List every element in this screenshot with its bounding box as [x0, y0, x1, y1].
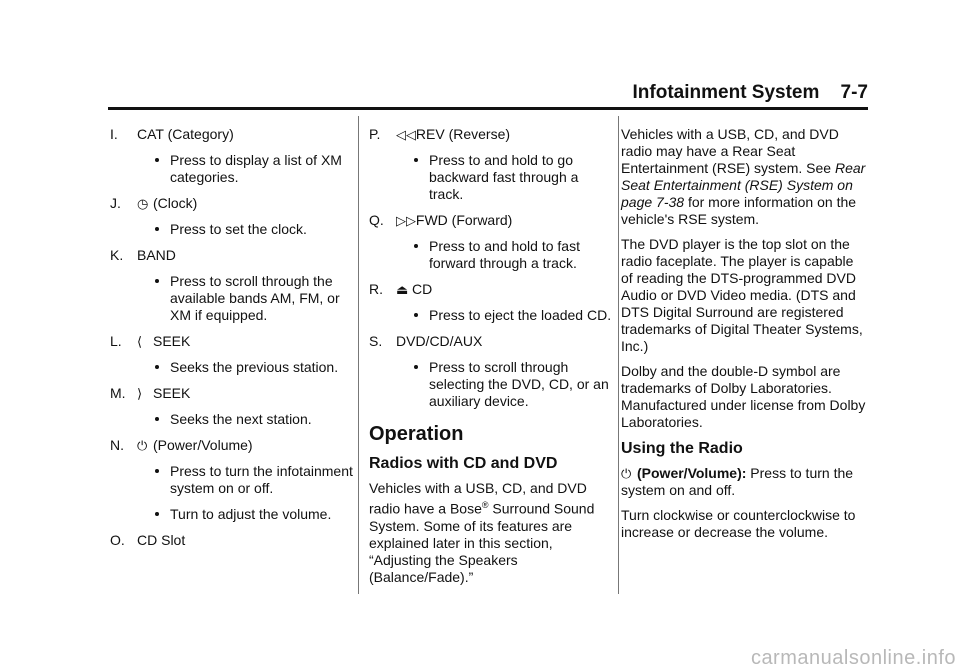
bullet-item: Press to and hold to fast forward through a track. — [369, 238, 614, 272]
column-divider — [358, 116, 359, 594]
list-item: P. ◁◁ REV (Reverse) — [369, 126, 511, 142]
paragraph: Vehicles with a USB, CD, and DVD radio have a Bose® Surround Sound System. Some of its features are explained later in this section, “Adjusting the Speakers (Balance/Fade).” — [369, 480, 595, 585]
paragraph: ⏻ (Power/Volume): Press to turn the system on and off. — [621, 465, 854, 498]
seek-back-icon: ⟨ — [137, 334, 143, 349]
header-page-number: 7-7 — [840, 82, 868, 103]
bullet-item: Press to scroll through selecting the DVD, CD, or an auxiliary device. — [369, 359, 614, 410]
power-icon: ⏻ — [137, 438, 148, 453]
list-item: S. DVD/CD/AUX — [369, 333, 483, 349]
registered-mark: ® — [481, 500, 489, 510]
page-header — [108, 82, 868, 104]
bullet-item: Turn to adjust the volume. — [110, 506, 355, 523]
subsection-title: Using the Radio — [621, 440, 743, 457]
list-item: M. ⟩ SEEK — [110, 385, 191, 401]
column-2 — [369, 126, 614, 594]
bullet-item: Press to display a list of XM categories. — [110, 152, 355, 186]
paragraph: Dolby and the double-D symbol are trademarks of Dolby Laboratories. Manufactured under license from Dolby Laboratories. — [621, 363, 866, 430]
bullet-item: Seeks the next station. — [110, 411, 355, 428]
bullet-item: Seeks the previous station. — [110, 359, 355, 376]
bullet-item: Press to eject the loaded CD. — [369, 307, 614, 324]
list-item: Q. ▷▷ FWD (Forward) — [369, 212, 513, 228]
clock-icon: ◷ — [137, 196, 149, 211]
bullet-item: Press to and hold to go backward fast through a track. — [369, 152, 614, 203]
fast-forward-icon: ▷▷ — [396, 213, 416, 228]
list-item: N. ⏻ (Power/Volume) — [110, 437, 253, 453]
seek-forward-icon: ⟩ — [137, 386, 143, 401]
list-item: R. ⏏ CD — [369, 281, 433, 297]
bullet-item: Press to set the clock. — [110, 221, 355, 238]
list-item: J. ◷ (Clock) — [110, 195, 198, 211]
subsection-title: Radios with CD and DVD — [369, 455, 558, 472]
paragraph: Turn clockwise or counterclockwise to increase or decrease the volume. — [621, 507, 856, 540]
header-rule — [108, 107, 868, 110]
bullet-item: Press to turn the infotainment system on or off. — [110, 463, 355, 497]
column-1 — [110, 126, 355, 549]
column-3 — [621, 126, 866, 549]
rewind-icon: ◁◁ — [396, 127, 416, 142]
list-item: K. BAND — [110, 247, 176, 263]
paragraph: Vehicles with a USB, CD, and DVD radio may have a Rear Seat Entertainment (RSE) system. See Rear Seat Entertainment (RSE) System on page 7-38 for more information on the vehicle's RSE system. — [621, 126, 866, 227]
power-icon: ⏻ — [621, 466, 632, 481]
list-item: O. CD Slot — [110, 532, 186, 548]
eject-icon: ⏏ — [396, 282, 409, 297]
column-divider — [618, 116, 619, 594]
header-title: Infotainment System — [632, 82, 820, 103]
watermark: carmanualsonline.info — [750, 647, 956, 669]
header-title-line — [633, 82, 868, 104]
section-title: Operation — [369, 423, 464, 445]
list-item: L. ⟨ SEEK — [110, 333, 191, 349]
paragraph: The DVD player is the top slot on the radio faceplate. The player is capable of reading the DTS-programmed DVD Audio or DVD Video media. (DTS and DTS Digital Surround are registered trademarks of Digital Theater Systems, Inc.) — [621, 236, 863, 354]
list-item: I. CAT (Category) — [110, 126, 234, 142]
cross-reference-link[interactable]: Rear Seat Entertainment (RSE) System on page 7-38 — [621, 160, 866, 210]
bullet-item: Press to scroll through the available bands AM, FM, or XM if equipped. — [110, 273, 355, 324]
